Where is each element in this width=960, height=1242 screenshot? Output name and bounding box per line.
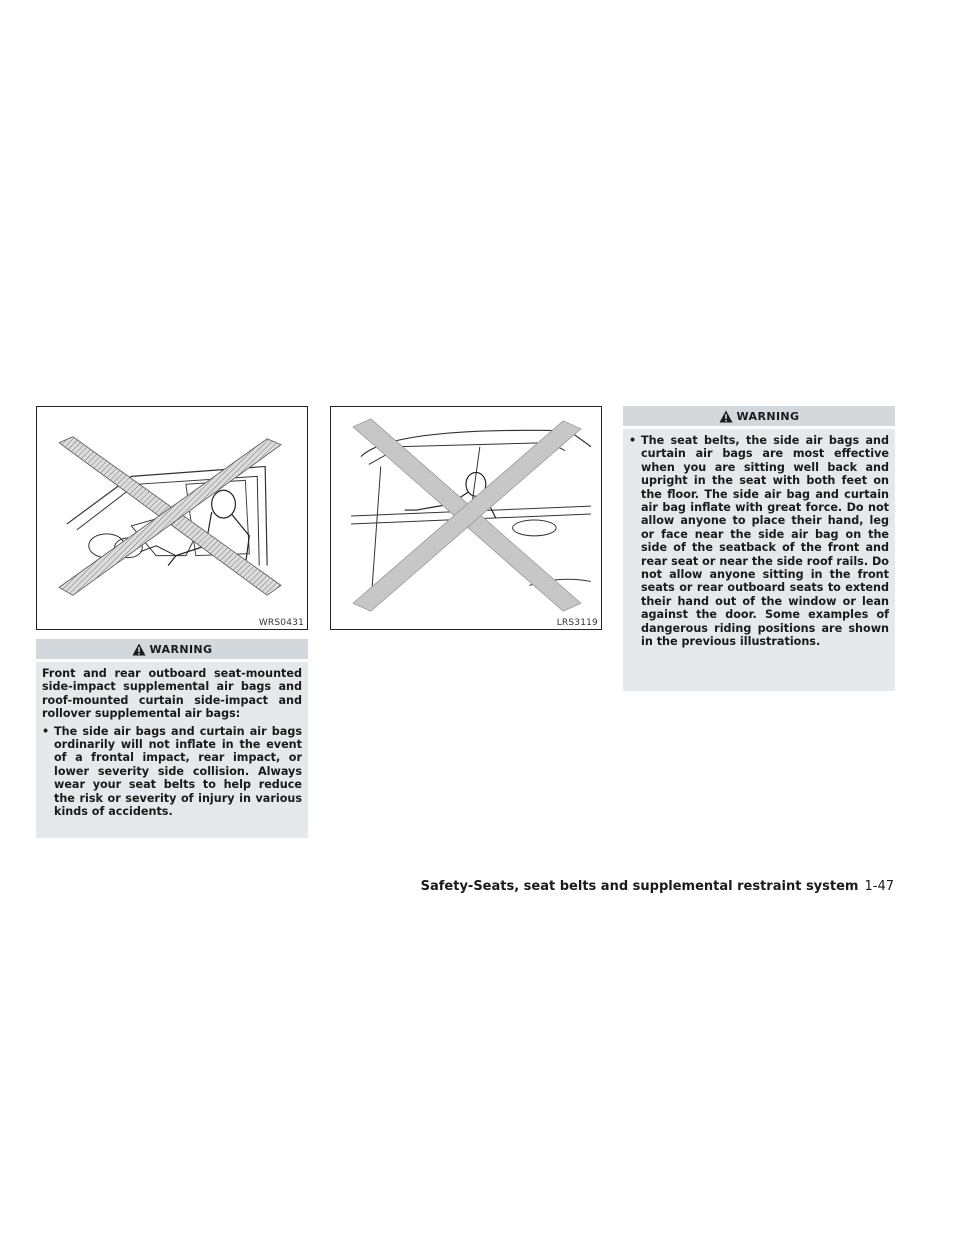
bullet-text: The seat belts, the side air bags and curtain air bags are most effective when you are sitting well back and upright in the seat with both feet on the floor. The side air bag and curtain air bag inflate with great force. Do not allow anyone to place their hand, leg or face near the side air bag on the side of the seatback of the front and rear seat or near the side roof rails. Do not allow anyone sitting in the front seats or rear outboard seats to extend their hand out of the window or lean against the door. Some examples of dangerous riding positions are shown in the previous illustrations.: [641, 434, 889, 649]
warning-body-right: [623, 429, 895, 691]
warning-intro: Front and rear outboard seat-mounted side-impact supplemental air bags and roof-mounted curtain side-impact and rollover supplemental air bags:: [42, 667, 302, 721]
bullet-dot: •: [42, 724, 50, 738]
warning-heading-left: [36, 639, 308, 659]
illustration-passenger-window: [330, 406, 602, 630]
page-footer: [421, 879, 894, 894]
illustration-driver-leaning: [36, 406, 308, 630]
passenger-window-drawing: [331, 407, 601, 629]
warning-bullet: [629, 434, 889, 649]
warning-triangle-icon: [132, 643, 146, 656]
warning-label: WARNING: [149, 642, 213, 656]
figure-code: LRS3119: [556, 618, 598, 628]
bullet-text: The side air bags and curtain air bags ordinarily will not inflate in the event of a frontal impact, rear impact, or lower severity side collision. Always wear your seat belts to help reduce the risk or severity of injury in various kinds of accidents.: [54, 724, 302, 819]
warning-bullet: [42, 725, 302, 819]
driver-leaning-drawing: [37, 407, 307, 629]
bullet-dot: •: [629, 434, 637, 447]
warning-body-left: [36, 662, 308, 838]
page-number: 1-47: [864, 879, 894, 894]
warning-heading-right: [623, 406, 895, 426]
warning-triangle-icon: [719, 410, 733, 423]
warning-label: WARNING: [736, 409, 800, 423]
figure-code: WRS0431: [258, 618, 304, 628]
section-title: Safety-Seats, seat belts and supplemental restraint system: [420, 879, 859, 894]
